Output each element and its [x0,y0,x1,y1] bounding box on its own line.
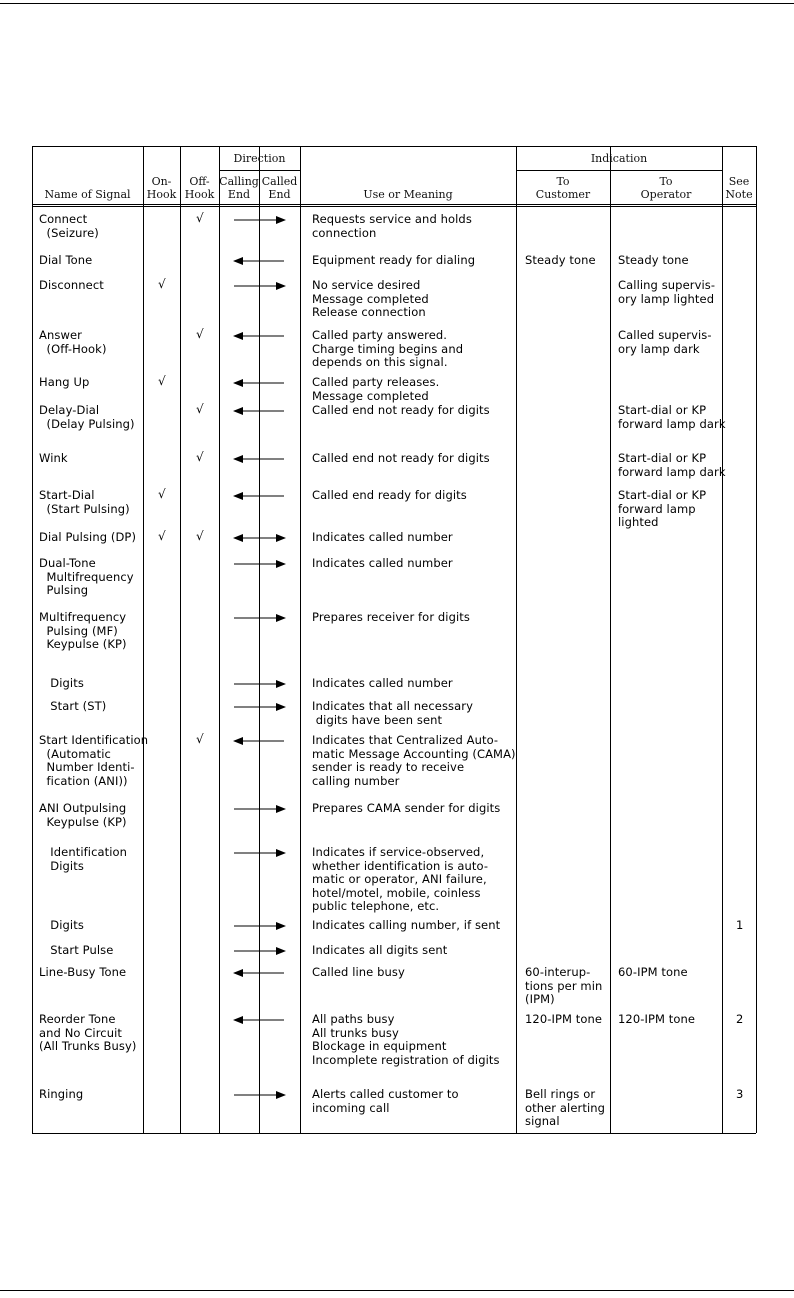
grid-name-sep [143,146,144,1133]
signal-name: Dial Pulsing (DP) [39,530,137,544]
signal-name: Hang Up [39,375,90,389]
use-or-meaning: Called end ready for digits [312,488,467,502]
direction-arrow-right [230,1089,290,1101]
arrowhead-right [276,560,286,568]
arrowhead-right [276,849,286,857]
on-hook-check-icon: √ [158,374,166,388]
direction-arrow-both [230,532,290,544]
signal-name: Start Identification (Automatic Number Identi- fication (ANI)) [39,733,149,788]
use-or-meaning: Indicates that all necessary digits have been sent [312,699,474,727]
to-customer-indication: 120-IPM tone [525,1012,603,1026]
use-or-meaning: All paths busy All trunks busy Blockage in equipment Incomplete registration of digits [312,1012,500,1067]
direction-arrow-right [230,678,290,690]
header-use-or-meaning: Use or Meaning [363,188,453,201]
header-indication: Indication [590,152,648,165]
arrowhead-left [233,737,243,745]
arrowhead-left [233,407,243,415]
off-hook-check-icon: √ [196,402,204,416]
use-or-meaning: Indicates all digits sent [312,943,448,957]
header-see-note: See Note [725,175,753,201]
off-hook-check-icon: √ [196,450,204,464]
direction-arrow-right [230,920,290,932]
use-or-meaning: Indicates calling number, if sent [312,918,501,932]
grid-oper-sep [722,146,723,1133]
grid-cust-sep [610,146,611,1133]
arrowhead-right [276,1091,286,1099]
arrowhead-left [233,969,243,977]
signal-name: Line-Busy Tone [39,965,127,979]
use-or-meaning: Requests service and holds connection [312,212,472,240]
use-or-meaning: Indicates if service-observed, whether identification is auto- matic or operator, ANI failure, hotel/motel, mobile, coinless public telephone, etc. [312,845,489,913]
use-or-meaning: Called line busy [312,965,405,979]
arrowhead-left [233,1016,243,1024]
arrowhead-left [233,455,243,463]
direction-arrow-right [230,945,290,957]
direction-arrow-right [230,847,290,859]
signal-name: Identification Digits [50,845,128,873]
to-operator-indication: Start-dial or KP forward lamp dark [618,451,726,479]
use-or-meaning: Indicates called number [312,530,453,544]
on-hook-check-icon: √ [158,529,166,543]
header-name-of-signal: Name of Signal [44,188,131,201]
to-operator-indication: Called supervis- ory lamp dark [618,328,712,356]
use-or-meaning: Called party answered. Charge timing begins and depends on this signal. [312,328,464,369]
use-or-meaning: Called party releases. Message completed [312,375,440,403]
header-called-end: Called End [261,175,298,201]
arrowhead-left [233,257,243,265]
direction-arrow-right [230,803,290,815]
table-bottom-border [32,1133,756,1134]
signal-name: Answer (Off-Hook) [39,328,107,356]
top-rule [0,3,794,4]
signal-name: Start-Dial (Start Pulsing) [39,488,130,516]
direction-arrow-left [230,735,290,747]
to-operator-indication: Steady tone [618,253,689,267]
off-hook-check-icon: √ [196,327,204,341]
see-note-number: 2 [736,1012,744,1026]
to-operator-indication: Start-dial or KP forward lamp dark [618,403,726,431]
to-customer-indication: Bell rings or other alerting signal [525,1087,606,1128]
signal-name: Delay-Dial (Delay Pulsing) [39,403,135,431]
header-on-hook: On- Hook [146,175,177,201]
header-bottom-rule [32,204,756,205]
use-or-meaning: Indicates called number [312,556,453,570]
header-to-operator: To Operator [640,175,692,201]
signal-name: Dual-Tone Multifrequency Pulsing [39,556,134,597]
use-or-meaning: Called end not ready for digits [312,403,490,417]
off-hook-check-icon: √ [196,211,204,225]
on-hook-check-icon: √ [158,487,166,501]
header-to-customer: To Customer [535,175,591,201]
direction-subheader-rule [219,170,300,171]
arrowhead-right [276,703,286,711]
signal-name: Reorder Tone and No Circuit (All Trunks Busy) [39,1012,137,1053]
direction-arrow-left [230,405,290,417]
signal-name: Disconnect [39,278,104,292]
arrowhead-left [233,379,243,387]
to-operator-indication: 120-IPM tone [618,1012,696,1026]
signal-name: Digits [39,918,84,932]
off-hook-check-icon: √ [196,732,204,746]
header-off-hook: Off- Hook [184,175,215,201]
direction-arrow-left [230,1014,290,1026]
signal-name: Start (ST) [39,699,107,713]
direction-arrow-left [230,967,290,979]
arrowhead-right [276,216,286,224]
signal-name: Dial Tone [39,253,93,267]
use-or-meaning: Prepares CAMA sender for digits [312,801,501,815]
grid-dir-sep [259,146,260,1133]
use-or-meaning: No service desired Message completed Release connection [312,278,429,319]
arrowhead-right [276,922,286,930]
grid-left-border [32,146,33,1133]
direction-arrow-right [230,612,290,624]
signal-name: ANI Outpulsing Keypulse (KP) [39,801,127,829]
on-hook-check-icon: √ [158,277,166,291]
arrowhead-left [233,534,243,542]
signal-name: Start Pulse [39,943,114,957]
signal-name: Wink [39,451,68,465]
use-or-meaning: Alerts called customer to incoming call [312,1087,459,1115]
arrowhead-right [276,534,286,542]
signal-name: Digits [39,676,84,690]
arrowhead-right [276,680,286,688]
use-or-meaning: Indicates that Centralized Auto- matic Message Accounting (CAMA) sender is ready to receive calling number [312,733,516,788]
grid-right-border [756,146,757,1133]
grid-called-sep [300,146,301,1133]
to-customer-indication: Steady tone [525,253,596,267]
direction-arrow-right [230,701,290,713]
to-operator-indication: Calling supervis- ory lamp lighted [618,278,716,306]
direction-arrow-left [230,330,290,342]
to-customer-indication: 60-interup- tions per min (IPM) [525,965,603,1006]
grid-offhook-sep [219,146,220,1133]
direction-arrow-left [230,255,290,267]
direction-arrow-right [230,280,290,292]
grid-use-sep [516,146,517,1133]
use-or-meaning: Equipment ready for dialing [312,253,476,267]
see-note-number: 1 [736,918,744,932]
to-operator-indication: Start-dial or KP forward lamp lighted [618,488,707,529]
header-calling-end: Calling End [219,175,259,201]
grid-onhook-sep [180,146,181,1133]
to-operator-indication: 60-IPM tone [618,965,688,979]
direction-arrow-right [230,558,290,570]
header-double-rule [32,206,756,207]
off-hook-check-icon: √ [196,529,204,543]
arrowhead-right [276,282,286,290]
arrowhead-left [233,332,243,340]
direction-arrow-right [230,214,290,226]
use-or-meaning: Indicates called number [312,676,453,690]
use-or-meaning: Prepares receiver for digits [312,610,470,624]
direction-arrow-left [230,490,290,502]
direction-arrow-left [230,377,290,389]
see-note-number: 3 [736,1087,744,1101]
arrowhead-right [276,614,286,622]
arrowhead-left [233,492,243,500]
signal-name: Ringing [39,1087,84,1101]
use-or-meaning: Called end not ready for digits [312,451,490,465]
signal-name: Connect (Seizure) [39,212,99,240]
table-top-border [32,146,756,147]
header-direction: Direction [233,152,286,165]
indication-subheader-rule [516,170,722,171]
signal-name: Multifrequency Pulsing (MF) Keypulse (KP) [39,610,127,651]
arrowhead-right [276,947,286,955]
direction-arrow-left [230,453,290,465]
arrowhead-right [276,805,286,813]
bottom-rule [0,1290,794,1291]
